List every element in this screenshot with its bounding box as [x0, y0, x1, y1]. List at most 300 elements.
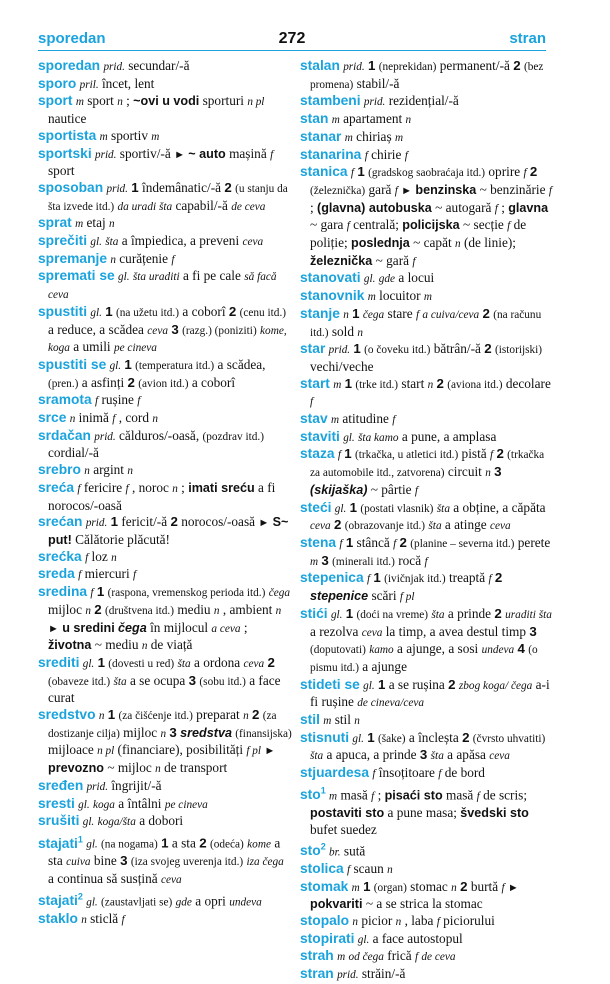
usage-note: šta — [431, 608, 445, 621]
context-note: (sobu itd.) — [199, 675, 246, 688]
phrase-italic: sredstva — [180, 725, 232, 740]
grammar-label: m — [329, 790, 338, 803]
translation-text: oprire — [488, 164, 521, 180]
phrase: švedski sto — [460, 806, 529, 821]
translation-text: stabil/-ă — [356, 75, 400, 91]
usage-note: šta — [113, 675, 127, 688]
grammar-label: f — [414, 951, 419, 964]
headword: stanar — [300, 128, 342, 144]
grammar-label: m — [75, 218, 84, 231]
homonym-number: 1 — [77, 833, 83, 844]
translation-text: gară — [368, 181, 392, 197]
dictionary-entry — [300, 93, 552, 111]
right-column — [300, 58, 552, 984]
sense-number: 3 — [321, 552, 329, 568]
phrase: poslednja — [351, 236, 410, 251]
dictionary-entry — [300, 129, 552, 147]
sense-number: 1 — [96, 584, 105, 600]
phrase: pokvariti — [310, 897, 363, 912]
translation-text: masă — [446, 787, 474, 803]
dictionary-entry — [300, 765, 552, 783]
sense-number: 2 — [228, 303, 237, 319]
grammar-label: f — [424, 555, 428, 568]
usage-note: iza čega — [246, 856, 284, 869]
dictionary-entry — [38, 514, 293, 548]
grammar-label: n — [485, 467, 491, 480]
dictionary-entry — [38, 76, 293, 94]
grammar-label: m — [331, 114, 340, 127]
usage-note: šta — [428, 520, 442, 533]
usage-note: să facă ceva — [48, 271, 277, 302]
grammar-label: f — [490, 449, 494, 462]
phrase: u sredini — [62, 620, 115, 635]
sense-number: 2 — [224, 179, 232, 195]
usage-note: a cuiva/ceva — [422, 308, 480, 321]
headword: stan — [300, 111, 329, 127]
translation-text: treaptă — [448, 570, 486, 586]
translation-text: la timp, a avea destul timp — [385, 623, 527, 639]
grammar-label: gl. — [86, 896, 98, 909]
dictionary-entry — [38, 796, 293, 814]
grammar-label: gl. — [334, 502, 347, 515]
grammar-label: n — [160, 727, 167, 740]
translation-text: cordial/-ă — [48, 445, 99, 461]
grammar-label: f — [77, 482, 81, 495]
grammar-label: n — [357, 326, 363, 339]
grammar-label: n — [387, 863, 393, 876]
headword: stići — [300, 605, 328, 621]
grammar-label: f — [438, 768, 442, 781]
homonym-number: 2 — [320, 841, 326, 852]
phrase: (glavna) autobuska — [317, 200, 432, 215]
left-column — [38, 58, 293, 929]
sense-number: 1 — [352, 305, 360, 321]
translation-text: a coborî — [182, 303, 226, 319]
translation-text: a pune, a amplasa — [401, 428, 497, 444]
grammar-label: prid. — [328, 344, 351, 357]
headword: start — [300, 375, 330, 391]
translation-text: bine — [93, 853, 117, 869]
usage-note: kamo — [369, 644, 394, 657]
dictionary-entry — [300, 606, 552, 677]
grammar-label: gl. — [86, 838, 98, 851]
grammar-label: n — [354, 715, 360, 728]
header-first-entry: sporedan — [38, 30, 106, 47]
usage-note: šta — [436, 502, 450, 515]
context-note: (trkačka, u atletici itd.) — [355, 449, 459, 462]
dictionary-entry — [300, 147, 552, 165]
translation-text: centrală; — [353, 217, 399, 233]
context-note: (dovesti u red) — [108, 657, 175, 670]
headword: srce — [38, 410, 67, 426]
grammar-label: br. — [329, 846, 341, 859]
translation-text: ~ gară — [375, 252, 410, 268]
grammar-label: m — [323, 715, 332, 728]
grammar-label: gl. — [90, 306, 102, 319]
grammar-label: f — [404, 149, 408, 162]
grammar-label: n — [352, 915, 358, 928]
headword: spremati se — [38, 268, 115, 284]
sense-number: 3 — [188, 672, 197, 688]
translation-text: curățenie — [119, 250, 169, 266]
translation-text: a rezolva — [310, 623, 359, 639]
grammar-label: prid. — [106, 182, 128, 195]
dictionary-entry — [38, 215, 293, 233]
grammar-label: n — [81, 913, 87, 926]
translation-text: mijloc — [48, 601, 82, 617]
translation-text: străin/-ă — [361, 966, 406, 982]
translation-text: sporturi — [202, 93, 244, 109]
headword: stanica — [300, 164, 348, 180]
headword: staklo — [38, 910, 78, 926]
translation-text: ~ capăt — [413, 235, 452, 251]
dictionary-entry — [38, 813, 293, 831]
phrase-arrow-icon: ► — [258, 517, 270, 530]
grammar-label: n — [243, 710, 249, 723]
grammar-label: f — [523, 167, 527, 180]
usage-note: undeva — [481, 644, 515, 657]
translation-text: , noroc — [131, 479, 169, 495]
phrase: postaviti sto — [310, 806, 385, 821]
headword: sposoban — [38, 179, 104, 195]
dictionary-entry — [300, 931, 552, 949]
translation-text: a se ocupa — [129, 672, 186, 688]
context-note: (pren.) — [48, 377, 79, 390]
usage-note: zbog koga/ čega — [458, 679, 533, 692]
grammar-label: f — [137, 395, 141, 408]
grammar-label: m — [344, 131, 353, 144]
context-note: (trkačka za automobile itd., zatvorena) — [310, 449, 545, 480]
translation-text: etaj — [86, 215, 106, 231]
translation-text: a împiedica, a preveni — [121, 233, 240, 249]
usage-note: cuiva — [66, 856, 91, 869]
translation-text: ; — [243, 619, 248, 635]
grammar-label: m — [337, 951, 346, 964]
translation-text: nautice — [48, 111, 87, 127]
grammar-label: n — [127, 465, 133, 478]
sense-number: 1 — [367, 58, 376, 73]
grammar-label: f — [436, 915, 440, 928]
grammar-label: f — [364, 149, 368, 162]
phrase-italic: (skijaška) — [310, 482, 368, 497]
translation-text: sportiv/-ă — [119, 145, 171, 161]
context-note: (postati vlasnik) — [360, 502, 434, 515]
dictionary-entry — [300, 712, 552, 730]
translation-text: ~ secție — [463, 217, 504, 233]
usage-note: šta uraditi — [132, 271, 180, 284]
translation-text: a atinge — [444, 517, 487, 533]
page-number: 272 — [278, 30, 306, 47]
translation-text: Călătorie plăcută! — [75, 531, 170, 547]
dictionary-entry — [300, 306, 552, 341]
grammar-label: prid. — [343, 61, 365, 73]
context-note: (minerali itd.) — [332, 555, 395, 568]
phrase: ~ auto — [188, 146, 226, 161]
headword: sto$^1$ — [300, 785, 326, 803]
translation-text: capabil/-ă — [175, 197, 228, 213]
dictionary-entry — [300, 966, 552, 984]
translation-text: loz — [91, 548, 108, 564]
dictionary-entry — [300, 341, 552, 375]
usage-note: ceva — [147, 324, 168, 337]
grammar-label: n — [172, 482, 178, 495]
sense-number: 1 — [345, 534, 354, 550]
usage-note: koga — [92, 798, 115, 811]
headword: stisnuti — [300, 729, 350, 745]
translation-text: sticlă — [90, 910, 119, 926]
grammar-label: n — [117, 96, 123, 109]
headword: stanje — [300, 305, 340, 321]
dictionary-entry — [300, 730, 552, 765]
usage-note: gde — [175, 896, 192, 909]
sense-number: 2 — [199, 835, 207, 851]
grammar-label: f — [337, 449, 341, 462]
headword: sporo — [38, 75, 77, 91]
translation-text: ~ a se strica la stomac — [365, 896, 483, 912]
sense-number: 3 — [529, 623, 537, 639]
translation-text: a coborî — [191, 374, 236, 390]
translation-text: a prinde — [447, 605, 492, 621]
dictionary-entry — [38, 480, 293, 514]
grammar-label: f — [310, 396, 314, 409]
dictionary-entry — [300, 429, 552, 447]
grammar-label: f pl — [399, 591, 415, 604]
headword: sport — [38, 93, 73, 109]
translation-text: a apuca, a prinde — [326, 747, 417, 763]
headword: spustiti se — [38, 356, 107, 372]
headword: staza — [300, 446, 335, 462]
translation-text: îngrijit/-ă — [111, 777, 162, 793]
context-note: (avion itd.) — [138, 377, 189, 390]
grammar-label: n — [155, 763, 161, 776]
translation-text: stâncă — [356, 534, 390, 550]
context-note: (aviona itd.) — [447, 378, 503, 391]
headword: stopalo — [300, 912, 350, 928]
headword: sramota — [38, 392, 92, 408]
headword: srećka — [38, 548, 82, 564]
translation-text: de scris; — [483, 787, 528, 803]
translation-text: preparat — [196, 707, 240, 723]
grammar-label: n — [111, 551, 117, 564]
phrase-italic: stepenice — [310, 589, 369, 604]
grammar-label: m — [423, 291, 432, 304]
grammar-label: f — [412, 255, 416, 268]
sense-number: 2 — [94, 601, 102, 617]
dictionary-entry — [300, 839, 552, 861]
grammar-label: f — [78, 569, 82, 582]
usage-note: ceva — [361, 626, 383, 639]
grammar-label: n — [109, 218, 115, 231]
translation-text: fericit/-ă — [121, 514, 168, 530]
grammar-label: f — [95, 395, 99, 408]
context-note: (neprekidan) — [378, 61, 437, 73]
dictionary-entry — [38, 410, 293, 428]
translation-text: călduros/-oasă, — [119, 427, 200, 443]
context-note: (o čoveku itd.) — [364, 344, 431, 357]
usage-note: de cineva/ceva — [357, 697, 425, 710]
context-note: (obaveze itd.) — [48, 675, 111, 688]
headword: star — [300, 341, 326, 357]
translation-text: a continua să susțină — [48, 870, 158, 886]
dictionary-entry — [300, 270, 552, 288]
grammar-label: f — [494, 202, 498, 215]
translation-text: însoțitoare — [378, 765, 435, 781]
dictionary-entry — [300, 500, 552, 535]
sense-number: 2 — [436, 375, 444, 391]
headword: sređen — [38, 777, 84, 793]
headword: stjuardesa — [300, 765, 370, 781]
context-note: (šake) — [377, 732, 406, 745]
grammar-label: f — [371, 790, 375, 803]
headword: sredina — [38, 584, 88, 600]
context-note: (zaustavljati se) — [101, 896, 173, 909]
phrase-arrow-icon: ► — [401, 184, 413, 197]
dictionary-entry — [38, 233, 293, 251]
grammar-label: f — [171, 253, 175, 266]
dictionary-entry — [38, 778, 293, 796]
translation-text: mijloace — [48, 742, 94, 758]
context-note: (pozdrav itd.) — [202, 430, 264, 443]
headword: stopirati — [300, 930, 355, 946]
translation-text: burtă — [470, 878, 499, 894]
translation-text: a scădea, — [217, 356, 266, 372]
headword: spustiti — [38, 303, 88, 319]
usage-note: ceva — [243, 657, 265, 670]
context-note: (organ) — [373, 881, 407, 894]
sense-number: 1 — [367, 729, 375, 745]
phrase-italic: čega — [118, 620, 147, 635]
translation-text: picior — [361, 912, 393, 928]
grammar-label: m — [333, 378, 342, 391]
grammar-label: m — [310, 555, 319, 568]
dictionary-entry — [300, 783, 552, 839]
context-note: (odeća) — [209, 838, 244, 851]
translation-text: perete — [517, 534, 551, 550]
translation-text: miercuri — [84, 566, 130, 582]
grammar-label: gl. — [90, 236, 102, 249]
grammar-label: pril. — [79, 78, 99, 91]
dictionary-entry — [300, 861, 552, 879]
headword: sreća — [38, 479, 75, 495]
dictionary-entry — [300, 677, 552, 712]
grammar-label: f — [392, 414, 396, 427]
translation-text: mijloc — [123, 724, 158, 740]
translation-text: bufet suedez — [310, 821, 377, 837]
headword: sporedan — [38, 58, 101, 73]
usage-note: da uradi šta — [117, 200, 173, 213]
grammar-label: gl. — [82, 816, 95, 829]
usage-note: a ceva — [211, 622, 241, 635]
sense-number: 2 — [334, 517, 342, 533]
usage-note: de ceva — [231, 200, 266, 213]
grammar-label: f — [394, 184, 398, 197]
grammar-label: f — [346, 220, 350, 233]
grammar-label: gl. — [363, 273, 376, 286]
usage-note: koga/šta — [97, 816, 136, 829]
sense-number: 1 — [349, 499, 358, 515]
page-header — [38, 30, 546, 52]
dictionary-entry — [300, 164, 552, 270]
translation-text: vechi/veche — [310, 358, 374, 374]
translation-text: ; — [181, 479, 185, 495]
translation-text: încet, lent — [101, 75, 155, 91]
grammar-label: gl. — [357, 933, 370, 946]
homonym-number: 2 — [77, 891, 83, 902]
dictionary-entry — [38, 584, 293, 655]
sense-number: 4 — [517, 641, 525, 657]
translation-text: rocă — [398, 552, 422, 568]
translation-text: ; — [126, 93, 130, 109]
headword: srušiti — [38, 813, 80, 829]
headword: srećan — [38, 514, 83, 530]
translation-text: a ajunge, a sosi — [397, 641, 479, 657]
translation-text: chiriaș — [356, 128, 392, 144]
translation-text: ; — [377, 787, 382, 803]
dictionary-entry — [38, 251, 293, 269]
grammar-label: n — [343, 308, 349, 321]
dictionary-entry — [300, 288, 552, 306]
grammar-label: gl. — [343, 431, 355, 444]
headword: sportski — [38, 145, 92, 161]
grammar-label: gl. — [352, 732, 364, 745]
translation-text: mașină — [229, 145, 267, 161]
sense-number: 1 — [124, 356, 132, 372]
sense-number: 1 — [344, 375, 353, 391]
grammar-label: n — [69, 413, 76, 426]
grammar-label: f pl — [246, 745, 262, 758]
grammar-label: f — [112, 413, 116, 426]
dictionary-entry — [38, 58, 293, 76]
translation-text: a încleșta — [408, 729, 459, 745]
grammar-label: m — [151, 130, 160, 143]
context-note: (raspona, vremenskog perioda itd.) — [107, 587, 266, 600]
grammar-label: n — [405, 114, 412, 127]
headword: stajati$^2$ — [38, 891, 83, 909]
translation-text: circuit — [447, 464, 482, 480]
usage-note: de ceva — [421, 951, 456, 964]
context-note: (gradskog saobraćaja itd.) — [368, 167, 486, 180]
grammar-label: f — [501, 881, 505, 894]
dictionary-entry — [300, 535, 552, 570]
sense-number: 3 — [419, 747, 428, 763]
sense-number: 3 — [494, 464, 502, 480]
usage-note: ceva — [489, 520, 511, 533]
phrase: životna — [48, 638, 92, 653]
usage-note: pe cineva — [113, 342, 157, 355]
translation-text: stare — [387, 305, 413, 321]
translation-text: scaun — [353, 860, 384, 876]
translation-text: ~ mijloc — [107, 760, 152, 776]
headword: sprat — [38, 215, 72, 231]
translation-text: sold — [331, 323, 355, 339]
headword: stil — [300, 712, 320, 728]
header-last-entry: stran — [509, 30, 546, 47]
grammar-label: prid. — [85, 517, 108, 530]
headword: stolica — [300, 860, 344, 876]
dictionary-entry — [38, 655, 293, 707]
dictionary-entry — [38, 304, 293, 357]
translation-text: de bord — [444, 765, 485, 781]
grammar-label: f — [393, 537, 397, 550]
dictionary-entry — [38, 707, 293, 778]
translation-text: a obține, a căpăta — [453, 499, 546, 515]
sense-number: 3 — [171, 321, 179, 337]
translation-text: sută — [343, 843, 366, 859]
translation-text: îndemânatic/-ă — [142, 179, 222, 195]
grammar-label: prid. — [363, 96, 386, 109]
usage-note: kome — [247, 838, 271, 851]
headword: stepenica — [300, 570, 364, 586]
